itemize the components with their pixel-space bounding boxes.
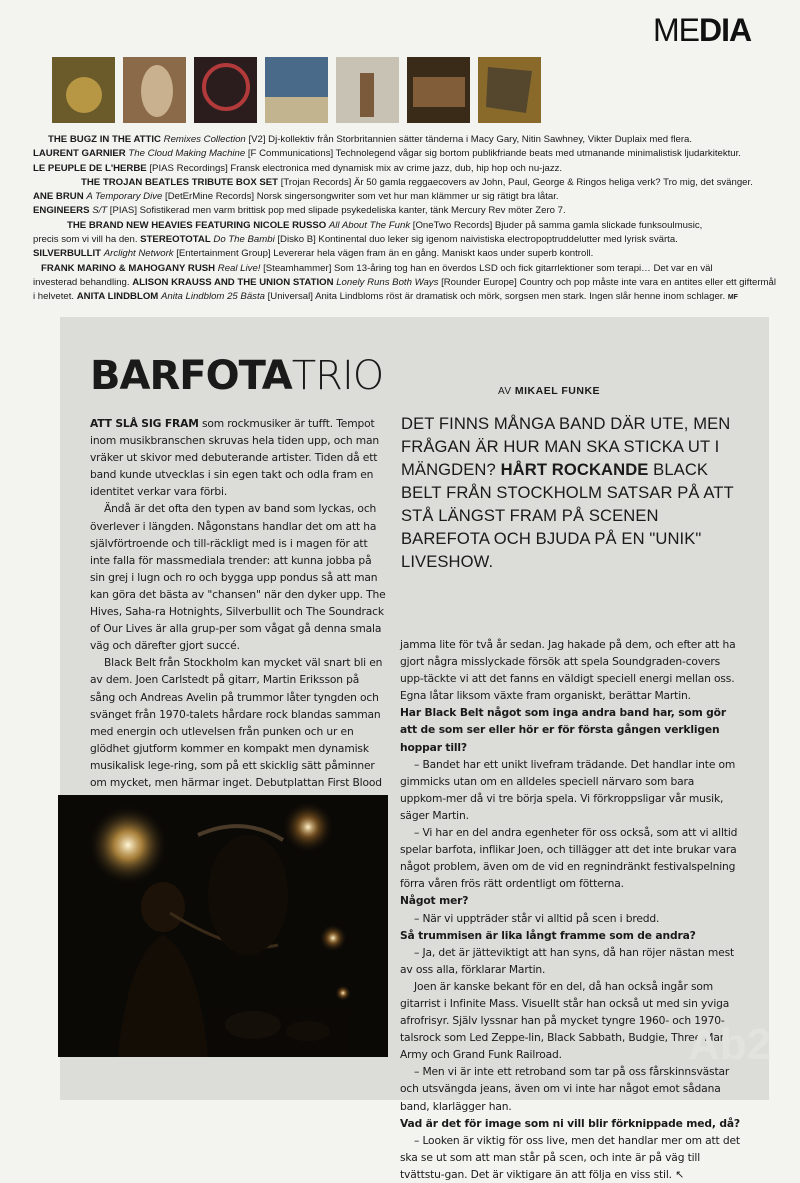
review-item: investerad behandling. ALISON KRAUSS AND THE UNION STATION Lonely Runs Both Ways [Rounder Europe] Country och pop måste inte vara en antites eller ett giftermål xyxy=(33,276,776,288)
review-item: THE BUGZ IN THE ATTIC Remixes Collection [V2] Dj-kollektiv från Storbritannien sätter tänderna i Macy Gary, Nitin Sawhney, Vikter Duplaix med flera. xyxy=(48,134,693,145)
article-column-right: jamma lite för två år sedan. Jag hakade på dem, och efter att ha gjort några misslyckade försök att spela Soundgraden-covers upp-täckte vi att det fanns en väldigt speciell energi mellan oss. Egna låtar liksom växte fram organiskt, berättar Martin. Har Black Belt något som inga andra band har, som gör att de som ser eller hör er för första gången verkligen hoppar till? – Bandet har ett unikt livefram trädande. Det handlar inte om gimmicks utan om en alldeles speciell närvaro som bara uppkom-mer då vi tre börja spela. Vi förkroppsligar vår musik, säger Martin. – Vi har en del andra egenheter för oss också, som att vi alltid spelar barfota, inflikar Joen, och tillägger att det inte brukar vara något problem, även om de vid en regnindränkt festivalspelning förra våren frös rätt ordentligt om fötterna. Något mer? – När vi uppträder står vi alltid på scen i bredd. Så trummisen är lika långt framme som de andra? – Ja, det är jätteviktigt att han syns, då han röjer nästan mest av oss alla, förklarar Martin. Joen är kanske bekant för en del, då han också ingår som gitarrist i Infinite Mass. Visuellt står han också ut med sin yviga afrofrisyr. Själv lyssnar han på mycket tyngre 1960- och 1970-talsrock som Led Zeppe-lin, Black Sabbath, Budgie, Three Man Army och Grand Funk Railroad. – Men vi är inte ett retroband som tar på oss fårskinnsvästar och utsvängda jeans, även om vi inte har något emot sådana band, klarlägger han. Vad är det för image som ni vill blir förknippade med, då? – Looken är viktig för oss live, men det handlar mer om att det ska se ut som att man står på scen, och inte är på väg till tvättstu-gan. Det är viktigare än att följa en viss stil. ↖ xyxy=(400,638,740,1181)
review-item: precis som vi vill ha den. STEREOTOTAL Do The Bambi [Disko B] Kontinental duo leker sig igenom naivistiska electropoptruddelutter med lyrisk svärta. xyxy=(33,234,678,246)
article-byline: AV MIKAEL FUNKE xyxy=(498,385,601,397)
review-item: SILVERBULLIT Arclight Network [Entertainment Group] Levererar hela vägen fram än en gång. Maniskt kaos under superb kontroll. xyxy=(33,248,594,260)
concert-stage-photo xyxy=(58,795,388,1057)
end-mark-icon: ↖ xyxy=(675,1167,684,1181)
review-item: i helvetet. ANITA LINDBLOM Anita Lindblom 25 Bästa [Universal] Anita Lindbloms röst är dramatisk och mörk, sorgsen men stark. Ingen slår henne inom schlager. MF xyxy=(33,291,738,303)
review-item: ANE BRUN A Temporary Dive [DetErMine Records] Norsk singersongwriter som vet hur man klämmer ur sig rätigt bra låtar. xyxy=(33,191,559,203)
album-cover-bugz-in-the-attic xyxy=(52,57,115,123)
review-item: ENGINEERS S/T [PIAS] Sofistikerad men varm brittisk pop med slipade psykedeliska kanter, tänk Mercury Rev möter Zero 7. xyxy=(33,205,566,217)
page-number: Ab2 xyxy=(688,1020,772,1069)
article-column-left: ATT SLÅ SIG FRAM som rockmusiker är tufft. Tempot inom musikbranschen skruvas hela tiden upp, och man vräker ut skivor med debuterande artister. Tiden då ett band kunde utvecklas i sin egen takt och odla fram en identitet verkar vara förbi. Ändå är det ofta den typen av band som lyckas, och överlever i längden. Någonstans handlar det om att ha självförtroende och till-räckligt med is i magen för att inte falla för massmediala trender: att kunna jobba på sin grej i lugn och ro och bygga upp pondus så att man kan göra det bästa av "chansen" när den dyker upp. The Hives, Saha-ra Hotnights, Silverbullit och The Soundrack of Our Lives är alla grup-per som vågat gå denna smala väg och därefter gjort succé. Black Belt från Stockholm kan mycket väl snart bli en av dem. Joen Carlstedt på gitarr, Martin Eriksson på sång och Andreas Avelin på trummor låter tyngden och svänget från 1970-talets hårdare rock blandas samman med energin och utlevelsen från punken och ur en glödhet gjutform kommer en kompakt men dynamisk musikalisk lege-ring, som på ett skicklig sätt påminner om mycket, men härmar inget. Debutplattan First Blood xyxy=(90,417,386,789)
album-cover-le-peuple-de-lherbe xyxy=(194,57,257,123)
album-cover-trojan-beatles xyxy=(265,57,328,123)
review-item: LAURENT GARNIER The Cloud Making Machine [F Communications] Technolegend vågar sig bortom publikfriande beats med utmanande minimalistisk ljudarkitektur. xyxy=(33,148,741,160)
album-cover-engineers xyxy=(478,57,541,123)
review-item: THE BRAND NEW HEAVIES FEATURING NICOLE RUSSO All About The Funk [OneTwo Records] Bjuder på samma gamla slickade funksoulmusic, xyxy=(67,219,703,231)
album-cover-laurent-garnier xyxy=(123,57,186,123)
article-deck: DET FINNS MÅNGA BAND DÄR UTE, MEN FRÅGAN ÄR HUR MAN SKA STICKA UT I MÄNGDEN? HÅRT ROCKANDE BLACK BELT FRÅN STOCKHOLM SATSAR PÅ ATT STÅ LÄNGST FRAM PÅ SCENEN BAREFOTA OCH BJUDA PÅ EN "UNIK" LIVESHOW. xyxy=(401,414,734,571)
review-item: LE PEUPLE DE L'HERBE [PIAS Recordings] Fransk electronica med dynamisk mix av crime jazz, dub, hip hop och nu-jazz. xyxy=(33,162,563,174)
album-cover-brand-new-heavies xyxy=(407,57,470,123)
reviews-block xyxy=(0,133,800,306)
stage-photo-graphic xyxy=(58,795,388,1057)
album-cover-ane-brun xyxy=(336,57,399,123)
section-logo: MEDIA xyxy=(653,12,752,48)
album-covers-row xyxy=(52,57,541,125)
review-item: FRANK MARINO & MAHOGANY RUSH Real Live! [Steamhammer] Som 13-åring tog han en överdos LSD och fick gitarrlektioner som terapi… Det var en väl xyxy=(41,262,713,274)
article-headline: BARFOTATRIO xyxy=(90,353,384,399)
review-item: THE TROJAN BEATLES TRIBUTE BOX SET [Trojan Records] Är 50 gamla reggaecovers av John, Paul, George & Ringos heliga verk? Tro mig, det svänger. xyxy=(81,176,753,188)
